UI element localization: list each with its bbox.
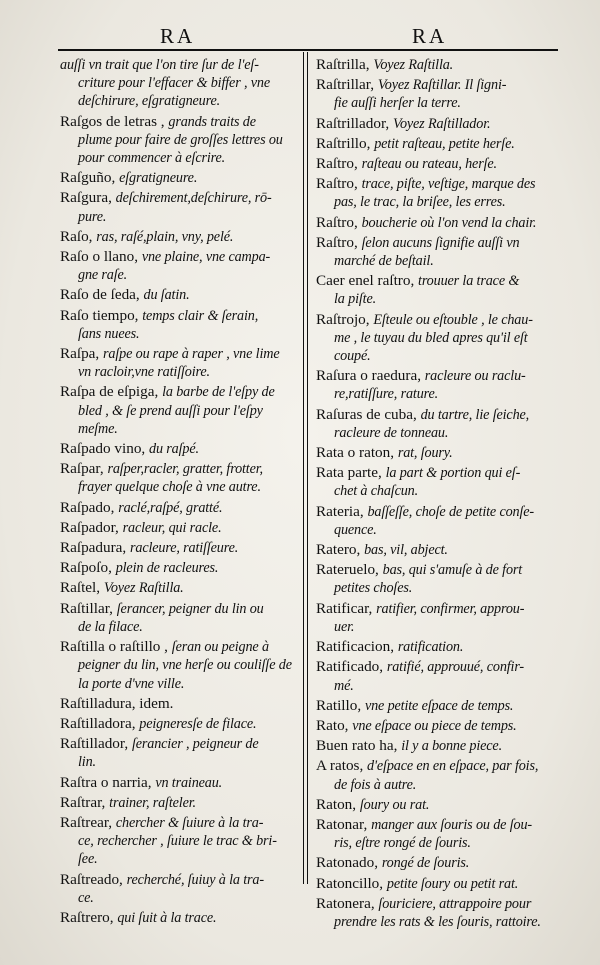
- entry-line: [316, 677, 554, 695]
- dictionary-entry: [60, 440, 298, 458]
- entry-line: [316, 424, 554, 442]
- definition: raclé,raſpé, gratté.: [118, 499, 223, 516]
- headword: Raſo tiempo,: [60, 306, 143, 324]
- entry-line: [60, 56, 298, 74]
- entry-line: [60, 715, 298, 733]
- entry-line: [316, 658, 554, 676]
- dictionary-entry: [316, 796, 554, 814]
- headword: Raſtrilla,: [316, 56, 374, 73]
- definition: petit raſteau, petite herſe.: [374, 135, 515, 152]
- definition: de la filace.: [78, 618, 143, 635]
- definition: ratifier, confirmer, approu-: [376, 600, 525, 617]
- entry-line: [316, 367, 554, 385]
- entry-line: [60, 656, 298, 674]
- definition: Voyez Raſtillador.: [393, 115, 491, 132]
- entry-line: [60, 74, 298, 92]
- headword: Rateruelo,: [316, 561, 383, 579]
- definition: trace, piſte, veſtige, marque des: [361, 176, 536, 193]
- dictionary-entry: [316, 561, 554, 597]
- definition: quence.: [334, 521, 377, 538]
- entry-line: [316, 193, 554, 211]
- entry-line: [316, 895, 554, 913]
- headword: Ratonera,: [316, 894, 379, 912]
- dictionary-entry: [60, 695, 298, 713]
- dictionary-entry: [316, 717, 554, 735]
- entry-line: [316, 816, 554, 834]
- headword: Ratonado,: [316, 854, 382, 872]
- definition: grands traits de: [168, 113, 256, 130]
- entry-line: [60, 402, 298, 420]
- definition: du tartre, lie ſeiche,: [420, 406, 530, 423]
- definition: du raſpé.: [149, 441, 199, 458]
- dictionary-entry: [60, 307, 298, 343]
- definition: ſoury ou rat.: [359, 796, 430, 813]
- entry-line: [60, 345, 298, 363]
- entry-line: [60, 460, 298, 478]
- dictionary-entry: [316, 272, 554, 308]
- definition: ris, eſtre rongé de ſouris.: [334, 835, 471, 852]
- entry-line: [316, 521, 554, 539]
- definition: racleure, ratiſſeure.: [130, 540, 239, 557]
- definition: bas, qui s'amuſe à de fort: [382, 562, 523, 579]
- dictionary-entry: [316, 854, 554, 872]
- entry-line: [60, 871, 298, 889]
- dictionary-entry: [60, 460, 298, 496]
- definition: deſchirement,deſchirure, rō-: [115, 190, 272, 207]
- headword: Raſpadura,: [60, 539, 131, 557]
- dictionary-entry: [316, 875, 554, 893]
- definition: recherché, ſuiuy à la tra-: [126, 871, 264, 888]
- definition: de fois à autre.: [334, 776, 417, 793]
- dictionary-entry: [316, 757, 554, 793]
- entry-line: [316, 252, 554, 270]
- headword: Raſpa de eſpiga,: [60, 383, 163, 401]
- headword: Raſtro,: [316, 155, 362, 173]
- headword: Raſpar,: [60, 460, 108, 478]
- running-head-left: RA: [160, 24, 196, 48]
- definition: bas, vil, abject.: [364, 542, 448, 559]
- entry-line: [60, 753, 298, 771]
- dictionary-entry: [60, 794, 298, 812]
- definition: la barbe de l'eſpy de: [162, 384, 275, 401]
- entry-line: [60, 307, 298, 325]
- definition: petites choſes.: [334, 580, 413, 597]
- definition: ratification.: [397, 639, 464, 656]
- entry-line: [60, 638, 298, 656]
- definition: raſper,racler, gratter, frotter,: [107, 461, 263, 478]
- definition: deſchirure, eſgratigneure.: [78, 93, 221, 110]
- dictionary-entry: [316, 234, 554, 270]
- dictionary-entry: [316, 155, 554, 173]
- dictionary-entry: [316, 541, 554, 559]
- dictionary-entry: [316, 697, 554, 715]
- headword: Raſuras de cuba,: [316, 405, 421, 423]
- entry-line: [60, 889, 298, 907]
- dictionary-entry: [316, 503, 554, 539]
- definition: bled , & ſe prend auſſi pour l'eſpy: [78, 402, 263, 419]
- definition: la porte d'vne ville.: [78, 675, 185, 692]
- definition: vne eſpace ou piece de temps.: [352, 717, 517, 734]
- dictionary-entry: [316, 444, 554, 462]
- dictionary-entry: [60, 345, 298, 381]
- running-head-right: RA: [412, 24, 448, 48]
- dictionary-entry: [316, 175, 554, 211]
- entry-line: [60, 325, 298, 343]
- dictionary-entry: [60, 579, 298, 597]
- headword: Raſtrillo,: [316, 134, 375, 152]
- definition: ce, rechercher , ſuiure le trac & bri-: [78, 833, 277, 850]
- definition: plume pour faire de groſſes lettres ou: [78, 131, 283, 148]
- entry-line: [316, 135, 554, 153]
- dictionary-entry: [316, 76, 554, 112]
- entry-line: [316, 737, 554, 755]
- headword: Ratificado,: [316, 658, 387, 676]
- headword: Raſura o raedura,: [316, 367, 425, 385]
- definition: ratifié, approuué, confir-: [386, 659, 525, 676]
- definition: la piſte.: [334, 291, 376, 308]
- entry-line: [60, 519, 298, 537]
- dictionary-entry: [60, 519, 298, 537]
- definition: la part & portion qui eſ-: [385, 465, 521, 482]
- definition: me , le tuyau du bled apres qu'il eſt: [334, 329, 528, 346]
- definition: lin.: [78, 754, 96, 771]
- definition: Voyez Raſtilla.: [103, 580, 184, 597]
- entry-line: [60, 266, 298, 284]
- definition: boucherie où l'on vend la chair.: [361, 214, 537, 231]
- entry-line: [60, 113, 298, 131]
- definition: raſpe ou rape à raper , vne lime: [103, 346, 280, 363]
- definition: raſteau ou rateau, herſe.: [361, 156, 497, 173]
- definition: auſſi vn trait que l'on tire ſur de l'eſ-: [60, 57, 259, 73]
- definition: Voyez Raſtillar. Il ſigni-: [377, 77, 507, 94]
- entry-line: [316, 717, 554, 735]
- dictionary-entry: [316, 737, 554, 755]
- headword: Raſtrillar,: [316, 76, 378, 94]
- entry-line: [316, 854, 554, 872]
- definition: frayer quelque choſe à vne autre.: [78, 479, 261, 496]
- dictionary-entry: [316, 895, 554, 931]
- entry-line: [316, 76, 554, 94]
- headword: Raſtreado,: [60, 870, 127, 888]
- entry-line: [316, 618, 554, 636]
- headword: Ratoncillo,: [316, 874, 387, 892]
- definition: pour commencer à eſcrire.: [78, 150, 226, 167]
- entry-line: [60, 92, 298, 110]
- dictionary-entry: [60, 715, 298, 733]
- definition: marché de beſtail.: [334, 253, 434, 270]
- entry-line: [60, 794, 298, 812]
- entry-line: [316, 272, 554, 290]
- dictionary-entry: [60, 735, 298, 771]
- dictionary-entry: [316, 464, 554, 500]
- dictionary-entry: [60, 600, 298, 636]
- entry-line: [60, 286, 298, 304]
- dictionary-entry: [316, 406, 554, 442]
- definition: pure.: [78, 208, 107, 225]
- entry-line: [316, 834, 554, 852]
- headword: Rato,: [316, 716, 353, 734]
- entry-line: [316, 175, 554, 193]
- definition: chercher & ſuiure à la tra-: [115, 814, 264, 831]
- entry-line: [316, 464, 554, 482]
- headword: Raſpador,: [60, 518, 123, 536]
- definition: ſouriciere, attrappoire pour: [378, 895, 532, 912]
- headword: Raſpoſo,: [60, 559, 116, 577]
- entry-line: [316, 406, 554, 424]
- entry-line: [316, 776, 554, 794]
- headword: Raſtilla o raſtillo ,: [60, 638, 172, 656]
- entry-line: [60, 478, 298, 496]
- headword: Ratonar,: [316, 815, 372, 833]
- entry-line: [60, 248, 298, 266]
- headword: Raſtrero,: [60, 908, 118, 926]
- entry-line: [316, 561, 554, 579]
- headword: Buen rato ha,: [316, 737, 402, 755]
- dictionary-entry: [316, 600, 554, 636]
- headword: Raſpado,: [60, 498, 119, 516]
- definition: plein de racleures.: [115, 560, 219, 577]
- column-divider: [303, 52, 308, 884]
- definition: manger aux ſouris ou de ſou-: [371, 816, 532, 833]
- entry-line: [60, 832, 298, 850]
- dictionary-entry: [316, 638, 554, 656]
- definition: pas, le trac, la briſee, les erres.: [334, 194, 506, 211]
- entry-line: [316, 290, 554, 308]
- dictionary-entry: [316, 658, 554, 694]
- entry-line: [316, 638, 554, 656]
- entry-line: [316, 757, 554, 775]
- definition: racleur, qui racle.: [122, 519, 222, 536]
- headword: Raſo,: [60, 227, 97, 245]
- dictionary-entry: [60, 56, 298, 111]
- headword: Raſguño,: [60, 169, 120, 187]
- headword: Raſtilladora,: [60, 714, 140, 732]
- headword: A ratos,: [316, 757, 368, 775]
- definition: qui ſuit à la trace.: [117, 909, 217, 926]
- headword: Raſgos de letras ,: [60, 112, 169, 130]
- definition: meſme.: [78, 420, 118, 437]
- dictionary-entry: [60, 539, 298, 557]
- entry-line: [60, 579, 298, 597]
- headword: Raſpado vino,: [60, 440, 150, 458]
- dictionary-entry: [60, 169, 298, 187]
- definition: ras, raſé,plain, vny, pelé.: [96, 228, 234, 245]
- definition: prendre les rats & les ſouris, rattoire.: [334, 913, 541, 930]
- dictionary-entry: [60, 499, 298, 517]
- entry-line: [316, 329, 554, 347]
- headword: Raſtrojo,: [316, 310, 374, 328]
- dictionary-entry: [60, 871, 298, 907]
- headword: Raſo de ſeda,: [60, 286, 144, 304]
- dictionary-entry: [60, 638, 298, 693]
- entry-line: [60, 149, 298, 167]
- dictionary-entry: [316, 214, 554, 232]
- definition: ſans nuees.: [78, 325, 140, 342]
- running-head: [0, 24, 600, 46]
- dictionary-entry: [60, 814, 298, 869]
- definition: racleure de tonneau.: [334, 424, 449, 441]
- headword: Raſtrar,: [60, 793, 110, 811]
- entry-line: [316, 796, 554, 814]
- entry-line: [316, 444, 554, 462]
- headword: Rata parte,: [316, 464, 386, 482]
- definition: ſerancier , peigneur de: [131, 736, 259, 753]
- entry-line: [316, 155, 554, 173]
- definition: vn racloir,vne ratiſſoire.: [78, 364, 210, 381]
- left-column: [60, 56, 298, 929]
- headword: Raſtillador,: [60, 735, 132, 753]
- headword: Ratificar,: [316, 599, 377, 617]
- definition: baſſeſſe, choſe de petite conſe-: [367, 503, 535, 520]
- definition: coupé.: [334, 348, 371, 365]
- dictionary-entry: [60, 113, 298, 168]
- entry-line: [60, 169, 298, 187]
- definition: trainer, raſteler.: [109, 794, 196, 811]
- definition: re,ratiſſure, rature.: [334, 386, 439, 403]
- entry-line: [316, 234, 554, 252]
- dictionary-entry: [60, 228, 298, 246]
- dictionary-entry: [60, 189, 298, 225]
- dictionary-entry: [60, 909, 298, 927]
- headword: Raſtro,: [316, 175, 362, 193]
- entry-line: [316, 913, 554, 931]
- entry-line: [316, 697, 554, 715]
- definition: d'eſpace en en eſpace, par fois,: [367, 758, 539, 775]
- entry-line: [60, 440, 298, 458]
- definition: temps clair & ſerain,: [142, 307, 259, 324]
- header-rule: [58, 49, 558, 51]
- definition: ſerancer, peigner du lin ou: [116, 600, 264, 617]
- headword: Raſtrear,: [60, 813, 116, 831]
- headword: Ratificacion,: [316, 638, 398, 656]
- definition: il y a bonne piece.: [401, 738, 502, 755]
- right-column: [316, 56, 554, 933]
- definition: petite ſoury ou petit rat.: [386, 875, 519, 892]
- entry-line: [316, 600, 554, 618]
- dictionary-entry: [60, 383, 298, 438]
- definition: ſeran ou peigne à: [171, 639, 269, 656]
- entry-line: [316, 482, 554, 500]
- headword: Raſo o llano,: [60, 248, 142, 266]
- entry-line: [316, 347, 554, 365]
- dictionary-entry: [60, 286, 298, 304]
- definition: eſgratigneure.: [119, 170, 198, 187]
- definition: racleure ou raclu-: [424, 368, 526, 385]
- dictionary-entry: [60, 559, 298, 577]
- headword: Raſtel,: [60, 579, 104, 597]
- headword: Raſtro,: [316, 213, 362, 231]
- entry-line: [316, 115, 554, 133]
- dictionary-entry: [60, 248, 298, 284]
- headword: Caer enel raſtro,: [316, 272, 419, 290]
- dictionary-entry: [316, 311, 554, 366]
- dictionary-entry: [316, 135, 554, 153]
- definition: rongé de ſouris.: [381, 855, 470, 872]
- entry-line: [60, 208, 298, 226]
- dictionary-entry: [316, 816, 554, 852]
- headword: Raſtillar,: [60, 599, 117, 617]
- definition: criture pour l'effacer & biffer , vne: [78, 75, 270, 92]
- definition: Eſteule ou eſtouble , le chau-: [373, 311, 533, 328]
- definition: trouuer la trace &: [418, 273, 520, 290]
- entry-line: [60, 735, 298, 753]
- definition: vne plaine, vne campa-: [141, 249, 271, 266]
- dictionary-entry: [316, 56, 554, 74]
- headword: Raſtro,: [316, 233, 362, 251]
- definition: fie auſſi herſer la terre.: [334, 95, 461, 112]
- definition: ſelon aucuns ſignifie auſſi vn: [361, 234, 520, 251]
- entry-line: [60, 559, 298, 577]
- dictionary-entry: [316, 367, 554, 403]
- definition: rat, ſoury.: [397, 445, 453, 462]
- headword: Raſtra o narria,: [60, 773, 156, 791]
- entry-line: [60, 131, 298, 149]
- headword: Raſpa,: [60, 345, 104, 363]
- dictionary-entry: [316, 115, 554, 133]
- entry-line: [60, 618, 298, 636]
- definition: mé.: [334, 677, 354, 694]
- dictionary-entry: [60, 774, 298, 792]
- entry-line: [60, 383, 298, 401]
- headword: Raton,: [316, 795, 360, 813]
- entry-line: [316, 214, 554, 232]
- headword: Rata o raton,: [316, 444, 398, 462]
- definition: Voyez Raſtilla.: [373, 57, 454, 73]
- entry-line: [316, 311, 554, 329]
- entry-line: [60, 228, 298, 246]
- entry-line: [60, 774, 298, 792]
- definition: uer.: [334, 618, 355, 635]
- headword: Ratillo,: [316, 696, 365, 714]
- entry-line: [316, 94, 554, 112]
- headword: Raſgura,: [60, 189, 116, 207]
- entry-line: [60, 600, 298, 618]
- entry-line: [60, 539, 298, 557]
- entry-line: [60, 499, 298, 517]
- headword: Ratero,: [316, 541, 365, 559]
- headword: Raſtilladura, idem.: [60, 694, 174, 712]
- definition: ce.: [78, 889, 94, 906]
- entry-line: [60, 909, 298, 927]
- definition: peigneresſe de filace.: [139, 715, 257, 732]
- definition: chet à chaſcun.: [334, 483, 419, 500]
- entry-line: [60, 850, 298, 868]
- entry-line: [60, 814, 298, 832]
- entry-line: [316, 579, 554, 597]
- entry-line: [316, 875, 554, 893]
- entry-line: [60, 189, 298, 207]
- definition: vn traineau.: [155, 774, 223, 791]
- definition: peigner du lin, vne herſe ou couliſſe de: [78, 657, 292, 674]
- entry-line: [316, 503, 554, 521]
- entry-line: [60, 363, 298, 381]
- headword: Raſtrillador,: [316, 114, 393, 132]
- definition: gne raſe.: [78, 267, 128, 284]
- definition: du ſatin.: [143, 287, 190, 304]
- entry-line: [316, 385, 554, 403]
- entry-line: [60, 675, 298, 693]
- entry-line: [60, 420, 298, 438]
- entry-line: [316, 56, 554, 74]
- headword: Rateria,: [316, 502, 368, 520]
- definition: ſee.: [78, 851, 98, 868]
- entry-line: [60, 695, 298, 713]
- definition: vne petite eſpace de temps.: [364, 697, 514, 714]
- entry-line: [316, 541, 554, 559]
